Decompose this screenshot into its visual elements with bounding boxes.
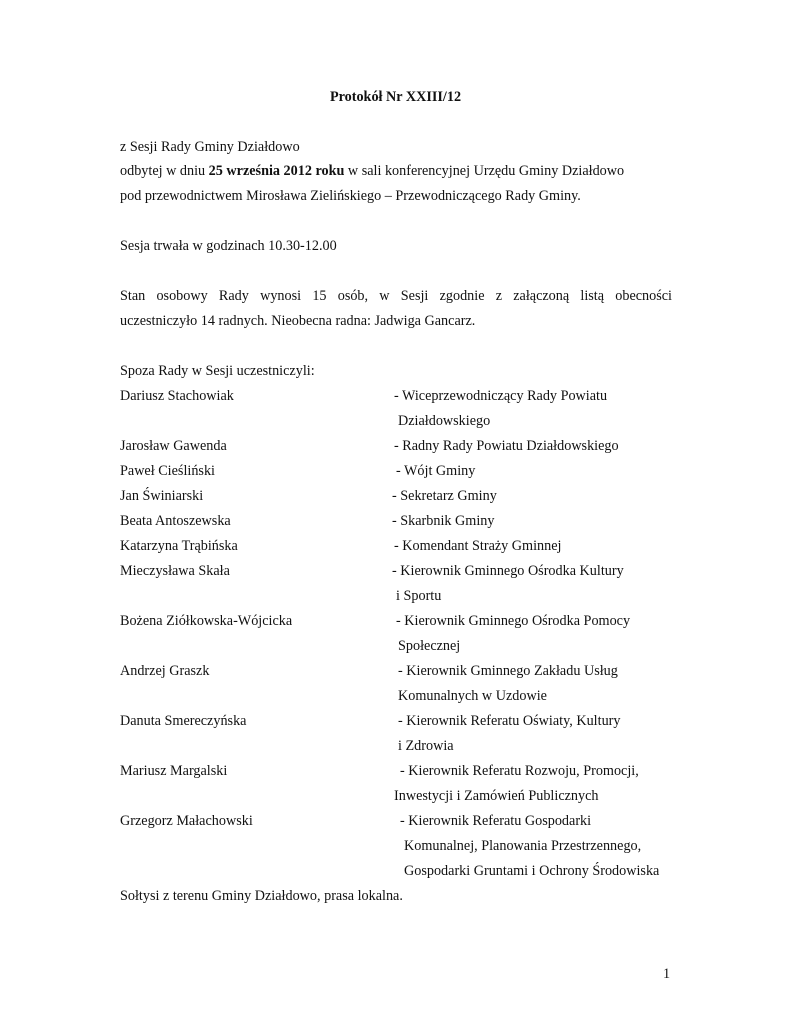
guest-name: Bożena Ziółkowska-Wójcicka <box>120 613 293 629</box>
attendance-word: osobowy <box>156 288 208 304</box>
guest-role: Komunalnych w Uzdowie <box>398 688 547 704</box>
guest-role: Komunalnej, Planowania Przestrzennego, <box>404 838 642 854</box>
session-time: Sesja trwała w godzinach 10.30-12.00 <box>120 238 337 254</box>
attendance-word: Stan <box>120 288 146 304</box>
intro-line-3: pod przewodnictwem Mirosława Zielińskiego – Przewodniczącego Rady Gminy. <box>120 188 581 204</box>
guest-name: Mariusz Margalski <box>120 763 228 779</box>
attendance-word: Rady <box>218 288 249 304</box>
document-title: Protokół Nr XXIII/12 <box>329 89 462 105</box>
guest-name: Beata Antoszewska <box>120 513 231 529</box>
intro-line-2 <box>120 163 624 180</box>
closing-line: Sołtysi z terenu Gminy Działdowo, prasa lokalna. <box>120 888 403 904</box>
intro-line-2-pre: odbytej w dniu <box>120 163 209 179</box>
attendance-word: listą <box>580 288 605 304</box>
guests-heading: Spoza Rady w Sesji uczestniczyli: <box>120 363 315 379</box>
attendance-line-2: uczestniczyło 14 radnych. Nieobecna radna: Jadwiga Gancarz. <box>120 313 476 329</box>
attendance-word: w <box>379 288 390 304</box>
guest-name: Jan Świniarski <box>120 488 204 504</box>
intro-line-1: z Sesji Rady Gminy Działdowo <box>120 139 300 155</box>
guest-name: Mieczysława Skała <box>120 563 230 579</box>
attendance-word: obecności <box>615 288 672 304</box>
attendance-word: 15 <box>312 288 327 304</box>
guest-role: - Skarbnik Gminy <box>392 513 495 529</box>
guest-name: Katarzyna Trąbińska <box>120 538 238 554</box>
guest-name: Grzegorz Małachowski <box>120 813 253 829</box>
attendance-word: zgodnie <box>439 288 485 304</box>
guest-role: - Sekretarz Gminy <box>392 488 497 504</box>
guest-role: - Kierownik Gminnego Ośrodka Kultury <box>392 563 624 579</box>
attendance-word: z <box>495 288 503 304</box>
session-date: 25 września 2012 roku <box>208 163 345 179</box>
guest-role: - Kierownik Referatu Rozwoju, Promocji, <box>400 763 639 779</box>
guest-name: Andrzej Graszk <box>120 663 210 679</box>
page-number: 1 <box>663 966 671 982</box>
guest-role: - Radny Rady Powiatu Działdowskiego <box>394 438 619 454</box>
guest-role: - Kierownik Referatu Gospodarki <box>400 813 592 829</box>
guest-role: i Zdrowia <box>398 738 454 754</box>
guest-name: Danuta Smereczyńska <box>120 713 247 729</box>
intro-line-2-post: w sali konferencyjnej Urzędu Gminy Działdowo <box>344 163 625 179</box>
attendance-word: osób, <box>337 288 369 304</box>
guest-role: Inwestycji i Zamówień Publicznych <box>394 788 599 804</box>
guest-role: Społecznej <box>398 638 461 654</box>
attendance-word: Sesji <box>400 288 429 304</box>
attendance-word: wynosi <box>260 288 302 304</box>
guest-role: i Sportu <box>396 588 442 604</box>
guest-role: - Kierownik Gminnego Ośrodka Pomocy <box>396 613 631 629</box>
attendance-word: załączoną <box>513 288 570 304</box>
guest-name: Dariusz Stachowiak <box>120 388 234 404</box>
guest-role: - Wiceprzewodniczący Rady Powiatu <box>394 388 608 404</box>
guest-role: - Kierownik Gminnego Zakładu Usług <box>398 663 618 679</box>
guest-role: Gospodarki Gruntami i Ochrony Środowiska <box>404 863 660 879</box>
guest-role: - Kierownik Referatu Oświaty, Kultury <box>398 713 621 729</box>
guest-name: Jarosław Gawenda <box>120 438 227 454</box>
guest-role: - Komendant Straży Gminnej <box>394 538 562 554</box>
guest-role: - Wójt Gminy <box>396 463 476 479</box>
guest-name: Paweł Cieśliński <box>120 463 215 479</box>
attendance-line-1 <box>120 288 672 305</box>
guest-role: Działdowskiego <box>398 413 491 429</box>
